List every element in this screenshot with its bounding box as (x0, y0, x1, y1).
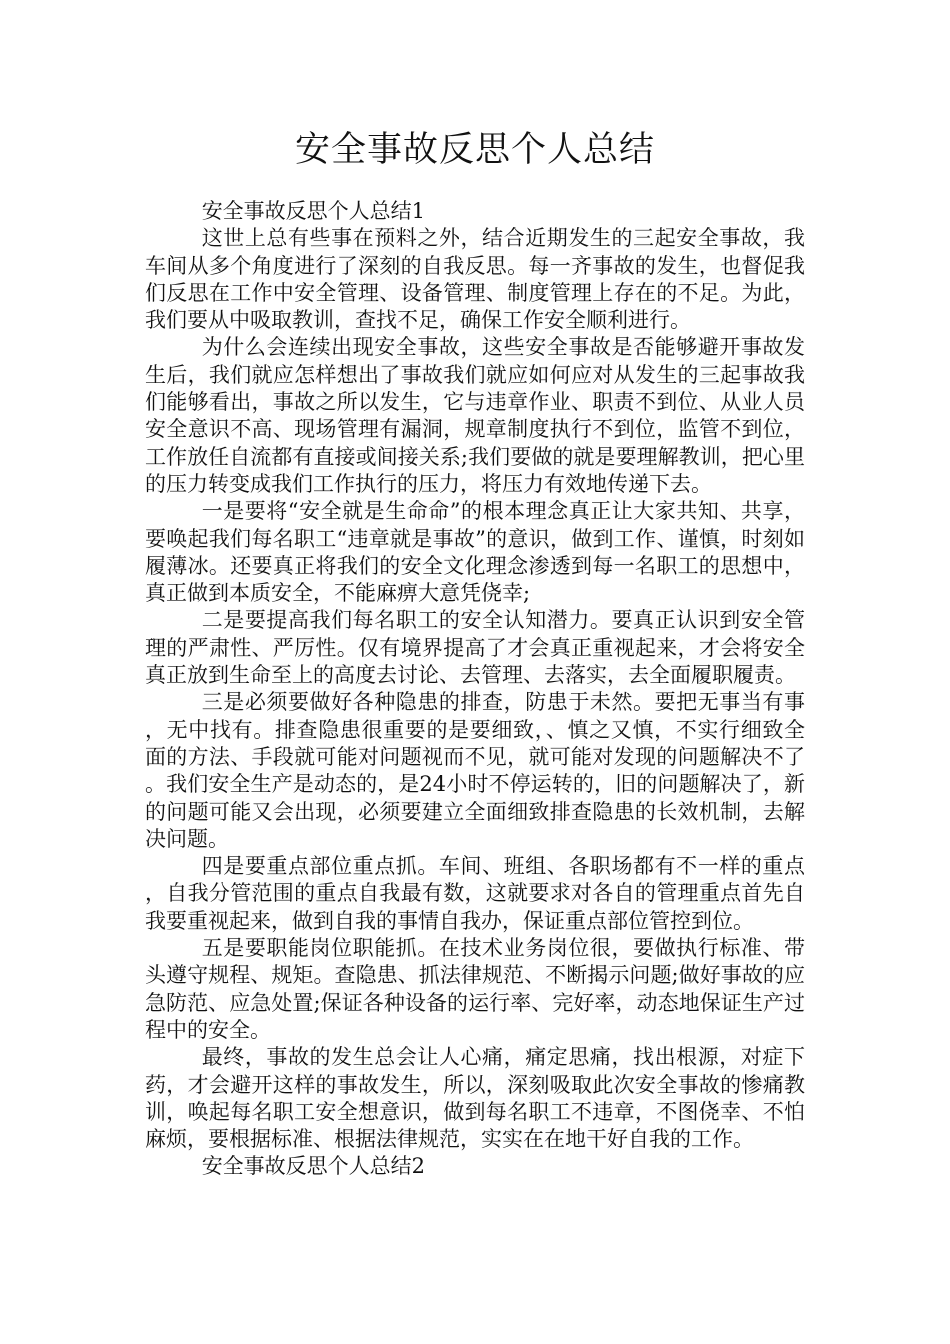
paragraph-point-5: 五是要职能岗位职能抓。在技术业务岗位很，要做执行标准、带头遵守规程、规矩。查隐患、抓法律规范、不断揭示问题;做好事故的应急防范、应急处置;保证各种设备的运行率、完好率，动态地保证生产过程中的安全。 (145, 936, 805, 1042)
paragraph-conclusion: 最终，事故的发生总会让人心痛，痛定思痛，找出根源，对症下药，才会避开这样的事故发生，所以，深刻吸取此次安全事故的惨痛教训，唤起每名职工安全想意识，做到每名职工不违章，不图侥幸、不怕麻烦，要根据标准、根据法律规范，实实在在地干好自我的工作。 (145, 1045, 805, 1152)
paragraph-point-1: 一是要将“安全就是生命命”的根本理念真正让大家共知、共享，要唤起我们每名职工“违章就是事故”的意识，做到工作、谨慎，时刻如履薄冰。还要真正将我们的安全文化理念渗透到每一名职工的思想中，真正做到本质安全，不能麻痹大意凭侥幸; (145, 499, 805, 606)
document-body (145, 198, 805, 1181)
paragraph-intro: 这世上总有些事在预料之外，结合近期发生的三起安全事故，我车间从多个角度进行了深刻的自我反思。每一齐事故的发生，也督促我们反思在工作中安全管理、设备管理、制度管理上存在的不足。为此，我们要从中吸取教训，查找不足，确保工作安全顺利进行。 (145, 226, 805, 333)
paragraph-point-2: 二是要提高我们每名职工的安全认知潜力。要真正认识到安全管理的严肃性、严厉性。仅有境界提高了才会真正重视起来，才会将安全真正放到生命至上的高度去讨论、去管理、去落实，去全面履职履责。 (145, 608, 805, 688)
section-heading-1: 安全事故反思个人总结1 (201, 199, 426, 223)
paragraph-point-4: 四是要重点部位重点抓。车间、班组、各职场都有不一样的重点，自我分管范围的重点自我最有数，这就要求对各自的管理重点首先自我要重视起来，做到自我的事情自我办，保证重点部位管控到位。 (145, 854, 805, 933)
section-heading-2: 安全事故反思个人总结2 (201, 1154, 426, 1179)
paragraph-point-3: 三是必须要做好各种隐患的排查，防患于未然。要把无事当有事，无中找有。排查隐患很重要的是要细致，、慎之又慎，不实行细致全面的方法、手段就可能对问题视而不见，就可能对发现的问题解决不了。我们安全生产是动态的，是24小时不停运转的，旧的问题解决了，新的问题可能又会出现，必须要建立全面细致排查隐患的长效机制，去解决问题。 (145, 690, 805, 851)
paragraph-analysis: 为什么会连续出现安全事故，这些安全事故是否能够避开事故发生后，我们就应怎样想出了事故我们就应如何应对从发生的三起事故我们能够看出，事故之所以发生，它与违章作业、职责不到位、从业人员安全意识不高、现场管理有漏洞，规章制度执行不到位，监管不到位，工作放任自流都有直接或间接关系;我们要做的就是要理解教训，把心里的压力转变成我们工作执行的压力，将压力有效地传递下去。 (145, 335, 805, 496)
document-title: 安全事故反思个人总结 (294, 130, 655, 170)
